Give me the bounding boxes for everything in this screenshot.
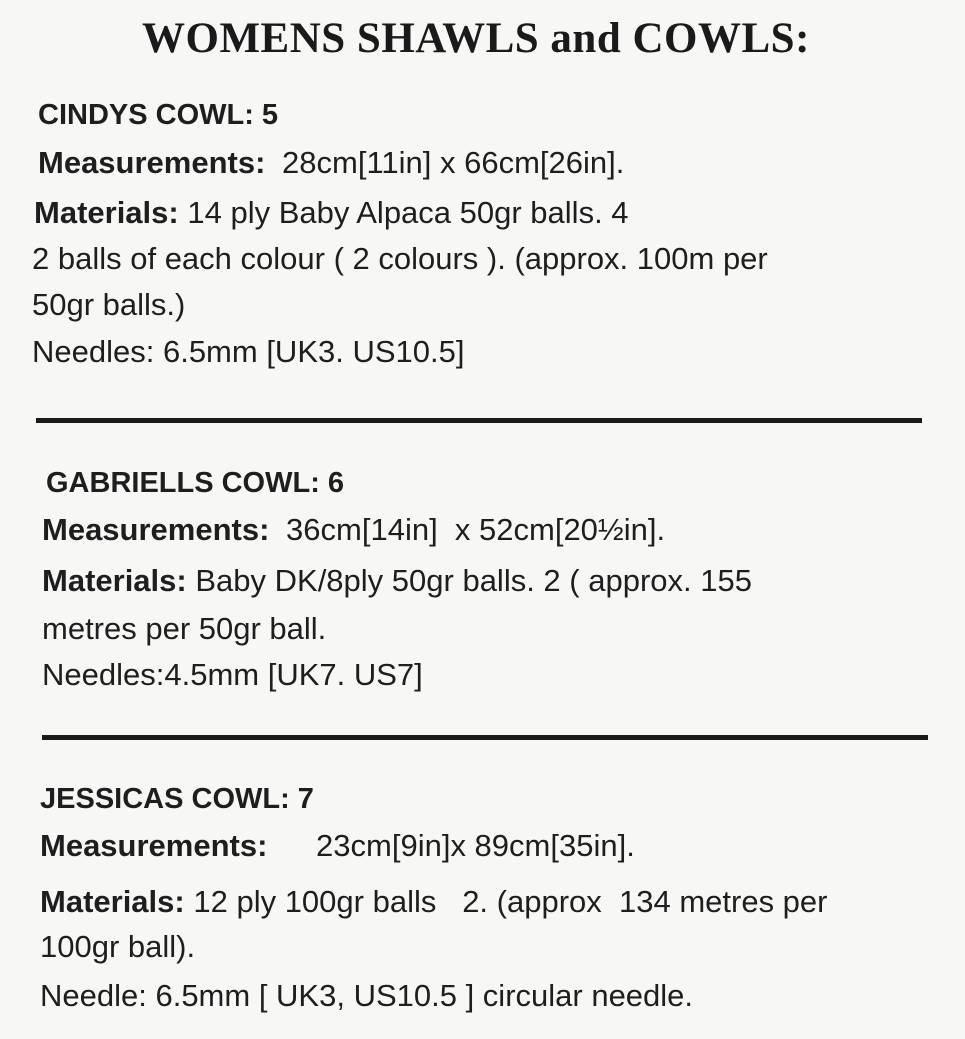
measurements-line bbox=[40, 830, 635, 861]
divider bbox=[36, 418, 922, 423]
measurements-line bbox=[42, 514, 665, 545]
page-title: WOMENS SHAWLS and COWLS: bbox=[142, 15, 810, 62]
needles-line: Needles: 6.5mm [UK3. US10.5] bbox=[32, 334, 465, 369]
section-heading: GABRIELLS COWL: 6 bbox=[46, 467, 345, 499]
needles-line: Needles:4.5mm [UK7. US7] bbox=[42, 657, 423, 692]
measurements-label: Measurements: bbox=[42, 512, 270, 547]
divider bbox=[42, 735, 928, 740]
measurements-value: 36cm[14in] x 52cm[20½in]. bbox=[286, 512, 666, 547]
materials-text: Baby DK/8ply 50gr balls. 2 ( approx. 155 bbox=[195, 563, 752, 598]
needles-line: Needle: 6.5mm [ UK3, US10.5 ] circular needle. bbox=[40, 978, 694, 1013]
materials-line bbox=[42, 565, 752, 596]
materials-text: 2 balls of each colour ( 2 colours ). (approx. 100m per bbox=[32, 241, 768, 276]
measurements-value: 23cm[9in]x 89cm[35in]. bbox=[316, 828, 635, 863]
section-heading: JESSICAS COWL: 7 bbox=[40, 783, 314, 815]
materials-text: metres per 50gr ball. bbox=[42, 611, 327, 646]
materials-label: Materials: bbox=[42, 563, 187, 598]
materials-text: 50gr balls.) bbox=[32, 287, 186, 322]
measurements-line bbox=[38, 147, 624, 178]
materials-label: Materials: bbox=[40, 884, 185, 919]
materials-text: 12 ply 100gr balls 2. (approx 134 metres per bbox=[193, 884, 828, 919]
materials-line bbox=[40, 886, 827, 917]
materials-text: 14 ply Baby Alpaca 50gr balls. 4 bbox=[187, 195, 629, 230]
materials-text: 100gr ball). bbox=[40, 929, 196, 964]
measurements-label: Measurements: bbox=[38, 145, 266, 180]
section-heading: CINDYS COWL: 5 bbox=[38, 99, 279, 131]
measurements-value: 28cm[11in] x 66cm[26in]. bbox=[282, 145, 625, 180]
materials-line bbox=[34, 197, 629, 228]
measurements-label: Measurements: bbox=[40, 828, 268, 863]
materials-label: Materials: bbox=[34, 195, 179, 230]
